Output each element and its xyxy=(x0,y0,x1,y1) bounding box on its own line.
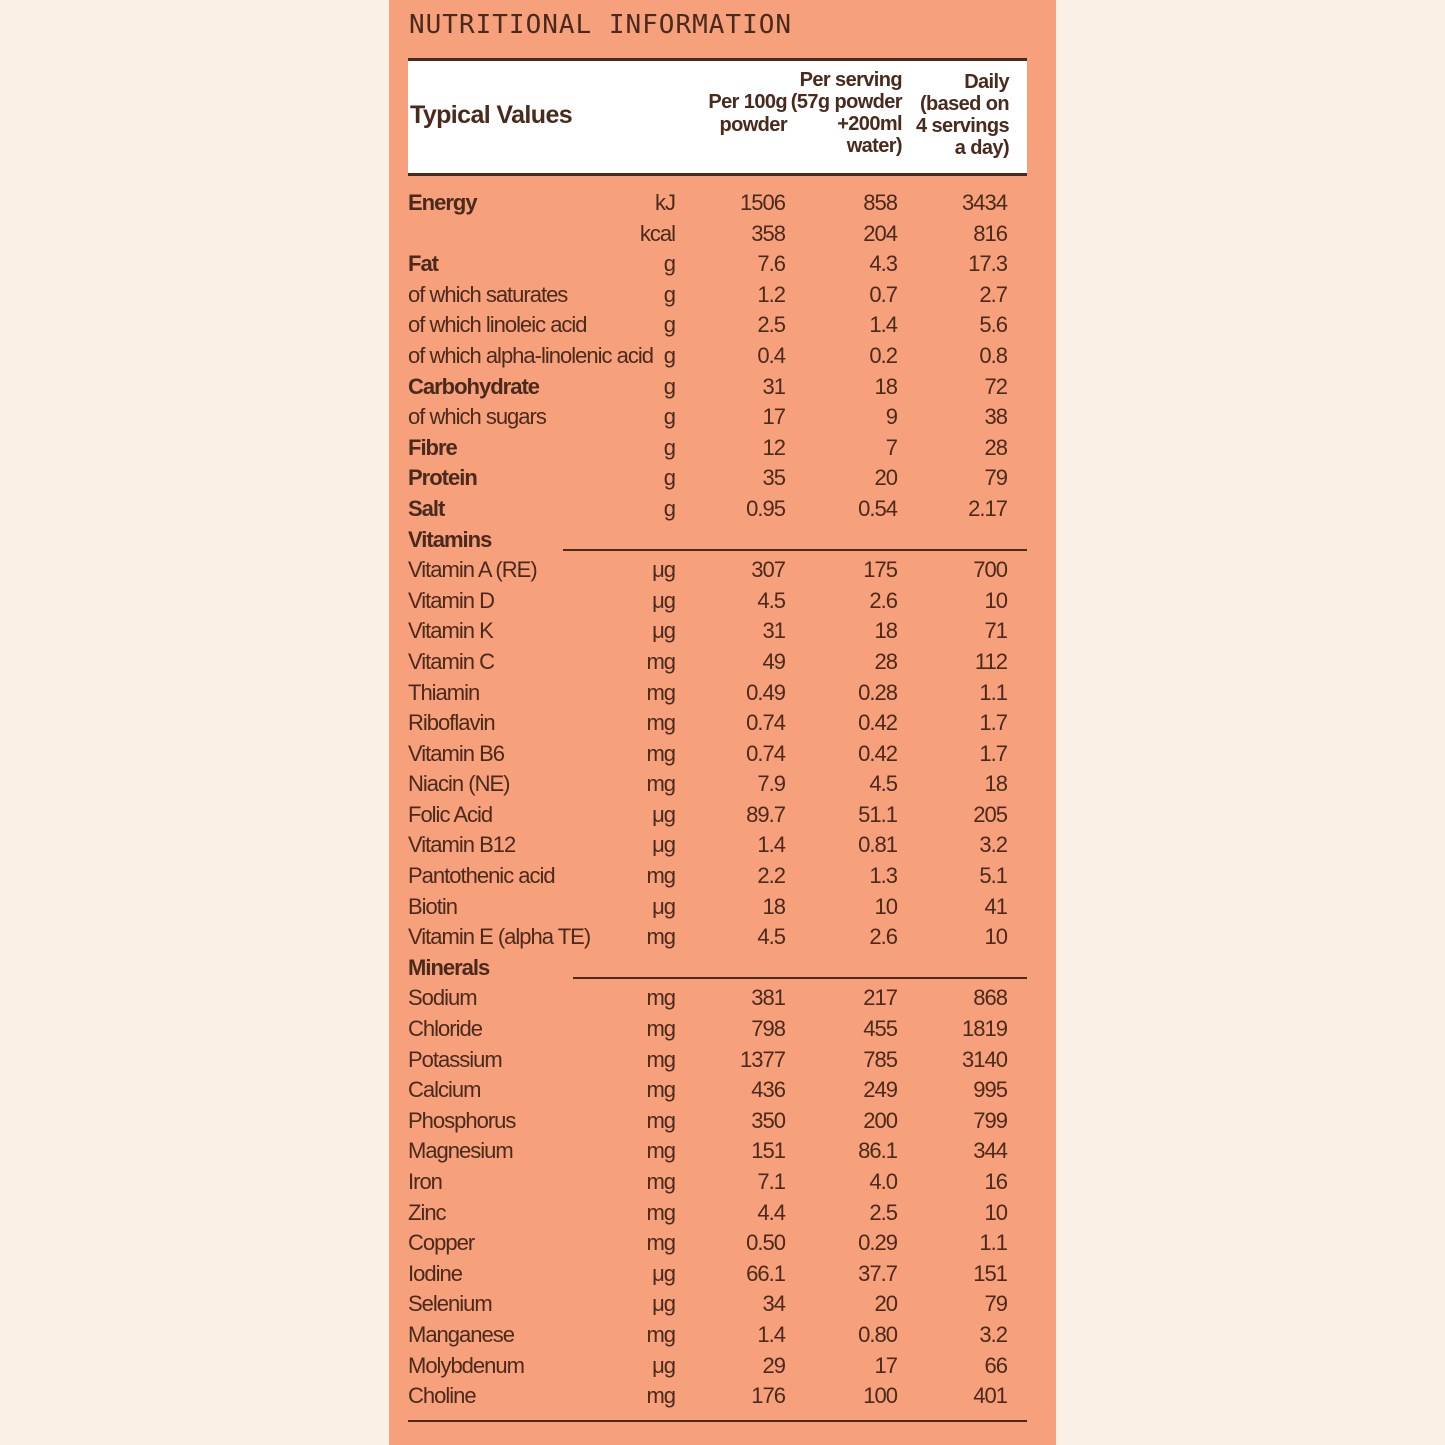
value-per-100g: 436 xyxy=(751,1077,785,1103)
value-daily: 401 xyxy=(973,1383,1007,1409)
value-per-100g: 350 xyxy=(751,1107,785,1133)
value-per-serving: 0.42 xyxy=(858,710,897,736)
value-daily: 816 xyxy=(973,220,1007,246)
unit: mg xyxy=(646,1077,675,1103)
value-daily: 1819 xyxy=(962,1016,1007,1042)
value-per-serving: 785 xyxy=(863,1046,897,1072)
value-daily: 1.7 xyxy=(979,740,1007,766)
value-daily: 205 xyxy=(973,801,1007,827)
value-per-serving: 0.80 xyxy=(858,1321,897,1347)
value-per-serving: 858 xyxy=(863,190,897,215)
unit: mg xyxy=(646,1169,675,1194)
unit: g xyxy=(663,434,675,460)
table-row xyxy=(408,616,1027,647)
unit: mg xyxy=(646,1230,675,1256)
nutrient-rows xyxy=(408,188,1027,1412)
value-daily: 2.7 xyxy=(979,281,1007,307)
value-per-100g: 66.1 xyxy=(746,1260,785,1286)
unit: mg xyxy=(646,985,675,1011)
table-row xyxy=(408,769,1027,800)
value-per-100g: 176 xyxy=(751,1383,785,1409)
nutrient-name: Vitamin E (alpha TE) xyxy=(408,924,591,950)
nutrient-name: Vitamin C xyxy=(408,648,494,674)
unit: mg xyxy=(646,648,675,674)
value-per-serving: 0.42 xyxy=(858,740,897,766)
value-per-serving: 0.28 xyxy=(858,679,897,705)
value-per-serving: 249 xyxy=(863,1077,897,1103)
nutrient-name: Molybdenum xyxy=(408,1352,524,1378)
nutrient-name: Folic Acid xyxy=(408,801,493,827)
table-row xyxy=(408,1045,1027,1076)
table-row xyxy=(408,1198,1027,1229)
value-daily: 1.7 xyxy=(979,710,1007,736)
value-daily: 71 xyxy=(984,618,1007,644)
unit: mg xyxy=(646,1046,675,1072)
value-daily: 5.6 xyxy=(979,312,1007,338)
unit: μg xyxy=(652,1291,675,1317)
table-row xyxy=(408,372,1027,403)
nutrient-name: Energy xyxy=(408,190,477,215)
table-row xyxy=(408,249,1027,280)
value-per-serving: 4.5 xyxy=(869,771,897,797)
table-row xyxy=(408,494,1027,525)
value-per-100g: 7.9 xyxy=(757,771,785,797)
value-per-100g: 798 xyxy=(751,1016,785,1042)
section-header xyxy=(408,525,1027,556)
table-row xyxy=(408,983,1027,1014)
nutrient-name: Calcium xyxy=(408,1077,481,1103)
nutrition-panel xyxy=(389,0,1056,1445)
value-daily: 10 xyxy=(984,1199,1007,1225)
value-daily: 344 xyxy=(973,1138,1007,1164)
value-per-100g: 12 xyxy=(762,434,785,460)
unit: mg xyxy=(646,1138,675,1164)
nutrient-name: of which sugars xyxy=(408,404,546,430)
value-per-serving: 10 xyxy=(874,893,897,919)
value-daily: 72 xyxy=(984,373,1007,399)
nutrient-name: Niacin (NE) xyxy=(408,771,510,797)
table-row xyxy=(408,1167,1027,1198)
header-per-serving: Per serving (57g powder +200ml water) xyxy=(790,69,902,157)
value-daily: 5.1 xyxy=(979,863,1007,889)
table-row xyxy=(408,1106,1027,1137)
value-per-serving: 37.7 xyxy=(858,1260,897,1286)
value-per-serving: 2.6 xyxy=(869,924,897,950)
value-daily: 16 xyxy=(984,1169,1007,1194)
nutrient-name: Magnesium xyxy=(408,1138,513,1164)
value-per-100g: 17 xyxy=(762,404,785,430)
value-per-100g: 1.4 xyxy=(757,1321,785,1347)
unit: kJ xyxy=(655,190,675,215)
nutrient-name: Zinc xyxy=(408,1199,446,1225)
value-daily: 66 xyxy=(984,1352,1007,1378)
unit: mg xyxy=(646,1107,675,1133)
value-daily: 10 xyxy=(984,587,1007,613)
value-per-serving: 86.1 xyxy=(858,1138,897,1164)
value-per-serving: 7 xyxy=(885,434,897,460)
table-row xyxy=(408,463,1027,494)
value-per-100g: 4.5 xyxy=(757,587,785,613)
table-row xyxy=(408,280,1027,311)
nutrient-name: Selenium xyxy=(408,1291,492,1317)
value-per-100g: 4.5 xyxy=(757,924,785,950)
unit: g xyxy=(663,373,675,399)
unit: mg xyxy=(646,1321,675,1347)
table-row xyxy=(408,433,1027,464)
table-row xyxy=(408,1014,1027,1045)
value-per-100g: 0.74 xyxy=(746,710,785,736)
value-per-serving: 0.2 xyxy=(869,342,897,368)
unit: g xyxy=(663,404,675,430)
value-per-serving: 4.3 xyxy=(869,251,897,277)
value-per-serving: 200 xyxy=(863,1107,897,1133)
value-daily: 28 xyxy=(984,434,1007,460)
unit: mg xyxy=(646,679,675,705)
section-label: Vitamins xyxy=(408,526,492,552)
value-per-serving: 0.29 xyxy=(858,1230,897,1256)
table-row xyxy=(408,1289,1027,1320)
value-per-serving: 1.3 xyxy=(869,863,897,889)
value-per-100g: 18 xyxy=(762,893,785,919)
value-daily: 18 xyxy=(984,771,1007,797)
value-per-100g: 49 xyxy=(762,648,785,674)
nutrient-name: Sodium xyxy=(408,985,477,1011)
nutrient-name: Copper xyxy=(408,1230,475,1256)
value-per-100g: 89.7 xyxy=(746,801,785,827)
value-daily: 0.8 xyxy=(979,342,1007,368)
value-daily: 1.1 xyxy=(979,1230,1007,1256)
value-per-100g: 0.49 xyxy=(746,679,785,705)
unit: g xyxy=(663,465,675,491)
value-daily: 2.17 xyxy=(968,495,1007,521)
nutrient-name: Biotin xyxy=(408,893,458,919)
value-per-100g: 0.4 xyxy=(757,342,785,368)
unit: mg xyxy=(646,710,675,736)
value-per-100g: 7.6 xyxy=(757,251,785,277)
value-daily: 3140 xyxy=(962,1046,1007,1072)
section-header xyxy=(408,953,1027,984)
unit: μg xyxy=(652,893,675,919)
unit: g xyxy=(663,251,675,277)
bottom-divider xyxy=(408,1420,1027,1422)
value-daily: 112 xyxy=(974,648,1007,674)
value-daily: 38 xyxy=(984,404,1007,430)
value-per-serving: 4.0 xyxy=(869,1169,897,1194)
nutrient-name: Vitamin B12 xyxy=(408,832,516,858)
value-per-100g: 151 xyxy=(751,1138,785,1164)
unit: μg xyxy=(652,832,675,858)
value-daily: 3434 xyxy=(962,190,1007,215)
value-per-serving: 20 xyxy=(874,465,897,491)
unit: μg xyxy=(652,557,675,583)
nutrient-name: Vitamin K xyxy=(408,618,493,644)
value-per-100g: 4.4 xyxy=(757,1199,785,1225)
unit: mg xyxy=(646,924,675,950)
nutrient-name: Vitamin A (RE) xyxy=(408,557,537,583)
nutrient-name: Carbohydrate xyxy=(408,373,540,399)
value-per-serving: 217 xyxy=(863,985,897,1011)
value-per-serving: 9 xyxy=(885,404,897,430)
nutrient-name: Choline xyxy=(408,1383,476,1409)
value-per-serving: 204 xyxy=(863,220,897,246)
value-per-serving: 1.4 xyxy=(869,312,897,338)
table-row xyxy=(408,341,1027,372)
nutrient-name: Vitamin D xyxy=(408,587,494,613)
table-row xyxy=(408,555,1027,586)
value-daily: 79 xyxy=(984,1291,1007,1317)
value-per-100g: 31 xyxy=(762,373,785,399)
table-row xyxy=(408,310,1027,341)
table-row xyxy=(408,708,1027,739)
nutrient-name: Vitamin B6 xyxy=(408,740,504,766)
nutrient-name: Fibre xyxy=(408,434,457,460)
value-per-100g: 35 xyxy=(762,465,785,491)
value-per-serving: 0.54 xyxy=(858,495,897,521)
value-per-100g: 31 xyxy=(762,618,785,644)
value-daily: 79 xyxy=(984,465,1007,491)
value-daily: 3.2 xyxy=(979,832,1007,858)
table-header xyxy=(408,58,1027,176)
value-per-serving: 18 xyxy=(874,373,897,399)
unit: kcal xyxy=(639,220,675,246)
table-row xyxy=(408,402,1027,433)
value-daily: 10 xyxy=(984,924,1007,950)
unit: mg xyxy=(646,1199,675,1225)
unit: mg xyxy=(646,771,675,797)
nutrient-name: of which linoleic acid xyxy=(408,312,587,338)
value-daily: 151 xyxy=(973,1260,1007,1286)
nutrient-name: Thiamin xyxy=(408,679,480,705)
value-per-100g: 1506 xyxy=(740,190,785,215)
value-per-serving: 18 xyxy=(874,618,897,644)
unit: μg xyxy=(652,801,675,827)
value-per-serving: 0.7 xyxy=(869,281,897,307)
table-row xyxy=(408,1259,1027,1290)
value-per-serving: 28 xyxy=(874,648,897,674)
value-per-serving: 51.1 xyxy=(858,801,897,827)
value-per-100g: 2.5 xyxy=(757,312,785,338)
unit: mg xyxy=(646,1383,675,1409)
table-row xyxy=(408,1320,1027,1351)
table-row xyxy=(408,219,1027,250)
value-per-100g: 1377 xyxy=(740,1046,785,1072)
table-row xyxy=(408,1351,1027,1382)
table-row xyxy=(408,861,1027,892)
value-per-100g: 1.2 xyxy=(757,281,785,307)
table-row xyxy=(408,800,1027,831)
value-per-100g: 307 xyxy=(751,557,785,583)
header-per-100g: Per 100g powder xyxy=(708,91,787,136)
unit: g xyxy=(663,312,675,338)
value-per-100g: 7.1 xyxy=(757,1169,785,1194)
nutrient-name: Fat xyxy=(408,251,438,277)
table-row xyxy=(408,892,1027,923)
table-row xyxy=(408,1136,1027,1167)
value-daily: 1.1 xyxy=(979,679,1007,705)
unit: μg xyxy=(652,587,675,613)
nutrient-name: Phosphorus xyxy=(408,1107,516,1133)
section-divider xyxy=(563,549,1027,551)
table-row xyxy=(408,739,1027,770)
unit: g xyxy=(663,281,675,307)
value-per-100g: 358 xyxy=(751,220,785,246)
value-per-serving: 20 xyxy=(874,1291,897,1317)
panel-title: NUTRITIONAL INFORMATION xyxy=(409,10,793,40)
unit: mg xyxy=(646,740,675,766)
nutrient-name: Protein xyxy=(408,465,477,491)
nutrient-name: Potassium xyxy=(408,1046,502,1072)
nutrient-name: Pantothenic acid xyxy=(408,863,555,889)
value-daily: 3.2 xyxy=(979,1321,1007,1347)
table-row xyxy=(408,922,1027,953)
value-daily: 17.3 xyxy=(968,251,1007,277)
value-per-100g: 0.95 xyxy=(746,495,785,521)
table-row xyxy=(408,188,1027,219)
section-divider xyxy=(573,977,1027,979)
table-row xyxy=(408,647,1027,678)
table-row xyxy=(408,830,1027,861)
unit: μg xyxy=(652,1352,675,1378)
value-per-100g: 29 xyxy=(762,1352,785,1378)
value-per-100g: 0.50 xyxy=(746,1230,785,1256)
value-per-serving: 2.5 xyxy=(869,1199,897,1225)
header-daily: Daily (based on 4 servings a day) xyxy=(916,71,1009,159)
value-per-100g: 34 xyxy=(762,1291,785,1317)
nutrient-name: Salt xyxy=(408,495,445,521)
value-daily: 799 xyxy=(973,1107,1007,1133)
nutrient-name: Iron xyxy=(408,1169,442,1194)
unit: mg xyxy=(646,863,675,889)
unit: g xyxy=(663,495,675,521)
value-per-100g: 0.74 xyxy=(746,740,785,766)
value-daily: 868 xyxy=(973,985,1007,1011)
table-row xyxy=(408,1381,1027,1412)
value-daily: 995 xyxy=(973,1077,1007,1103)
nutrient-name: Chloride xyxy=(408,1016,482,1042)
table-row xyxy=(408,1228,1027,1259)
unit: mg xyxy=(646,1016,675,1042)
unit: μg xyxy=(652,618,675,644)
value-per-serving: 2.6 xyxy=(869,587,897,613)
value-per-serving: 17 xyxy=(874,1352,897,1378)
value-per-serving: 175 xyxy=(863,557,897,583)
table-row xyxy=(408,678,1027,709)
nutrient-name: Iodine xyxy=(408,1260,462,1286)
table-row xyxy=(408,586,1027,617)
header-typical-values: Typical Values xyxy=(410,101,573,129)
nutrient-name: Riboflavin xyxy=(408,710,495,736)
value-daily: 700 xyxy=(973,557,1007,583)
nutrient-name: of which alpha-linolenic acid xyxy=(408,342,653,368)
value-per-100g: 381 xyxy=(751,985,785,1011)
value-per-serving: 0.81 xyxy=(858,832,897,858)
value-daily: 41 xyxy=(984,893,1007,919)
section-label: Minerals xyxy=(408,954,490,980)
unit: μg xyxy=(652,1260,675,1286)
nutrient-name: of which saturates xyxy=(408,281,568,307)
value-per-100g: 2.2 xyxy=(757,863,785,889)
unit: g xyxy=(663,342,675,368)
value-per-100g: 1.4 xyxy=(757,832,785,858)
nutrient-name: Manganese xyxy=(408,1321,514,1347)
table-row xyxy=(408,1075,1027,1106)
value-per-serving: 100 xyxy=(863,1383,897,1409)
value-per-serving: 455 xyxy=(863,1016,897,1042)
